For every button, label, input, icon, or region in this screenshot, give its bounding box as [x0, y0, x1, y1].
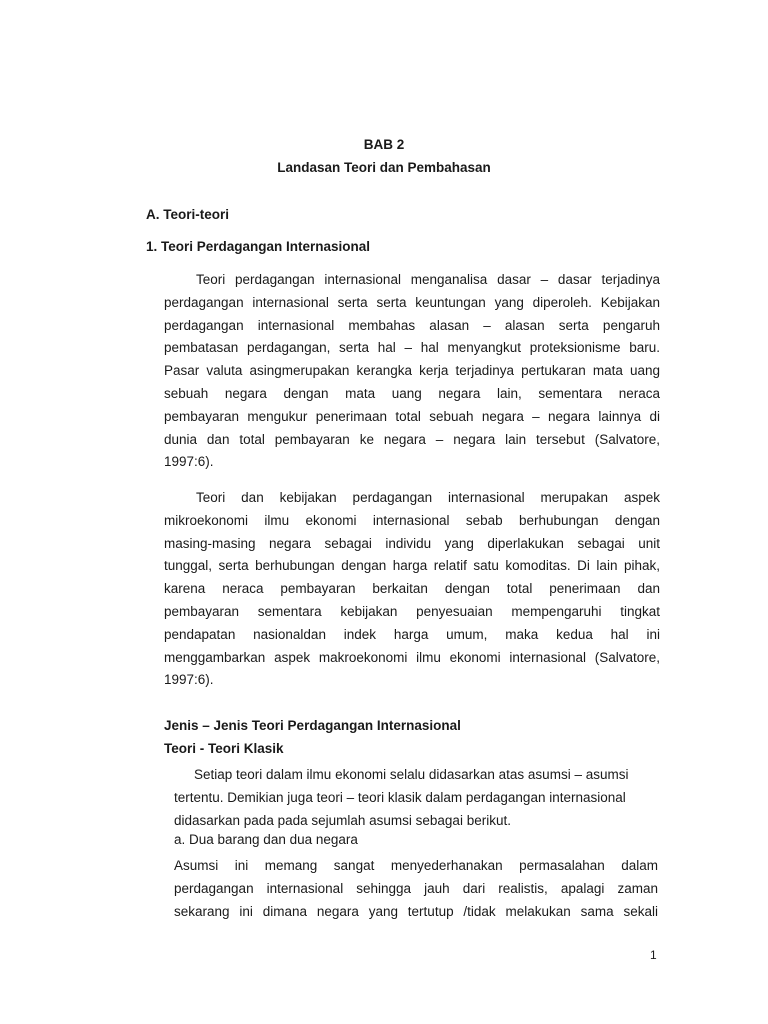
section-heading-a: A. Teori-teori	[146, 207, 230, 222]
paragraph-line: pembayaran mengukur penerimaan total sebuah negara – negara lainnya di	[164, 408, 660, 424]
paragraph-line: pendapatan nasionaldan indek harga umum, maka kedua hal ini	[164, 626, 660, 642]
paragraph-line: Pasar valuta asingmerupakan kerangka kerja terjadinya pertukaran mata uang	[164, 363, 660, 379]
paragraph-line: karena neraca pembayaran berkaitan dengan total penerimaan dan	[164, 581, 660, 597]
paragraph-line: Asumsi ini memang sangat menyederhanakan permasalahan dalam	[174, 858, 658, 873]
paragraph-line: Setiap teori dalam ilmu ekonomi selalu didasarkan atas asumsi – asumsi	[194, 767, 629, 782]
subsection-heading-1: 1. Teori Perdagangan Internasional	[146, 239, 371, 254]
heading-jenis: Jenis – Jenis Teori Perdagangan Internasional	[164, 718, 461, 733]
paragraph-line: Teori perdagangan internasional menganalisa dasar – dasar terjadinya	[196, 272, 660, 287]
paragraph-line: masing-masing negara sebagai individu yang diperlakukan sebagai unit	[164, 535, 660, 551]
paragraph-line: sekarang ini dimana negara yang tertutup /tidak melakukan sama sekali	[174, 903, 658, 919]
chapter-number: BAB 2	[363, 137, 405, 152]
paragraph-2	[164, 487, 660, 692]
paragraph-line: 1997:6).	[164, 672, 214, 688]
heading-teori-klasik: Teori - Teori Klasik	[164, 741, 284, 756]
paragraph-line: tertentu. Demikian juga teori – teori klasik dalam perdagangan internasional	[174, 789, 626, 805]
paragraph-3	[174, 764, 660, 832]
paragraph-line: perdagangan internasional membahas alasan – alasan serta pengaruh	[164, 317, 660, 333]
page-number: 1	[650, 948, 657, 962]
paragraph-line: pembatasan perdagangan, serta hal – hal menyangkut proteksionisme baru.	[164, 340, 660, 356]
paragraph-line: menggambarkan aspek makroekonomi ilmu ekonomi internasional (Salvatore,	[164, 649, 660, 665]
paragraph-line: didasarkan pada pada sejumlah asumsi sebagai berikut.	[174, 812, 511, 828]
paragraph-line: tunggal, serta berhubungan dengan harga relatif satu komoditas. Di lain pihak,	[164, 558, 660, 574]
paragraph-line: perdagangan internasional serta serta keuntungan yang diperoleh. Kebijakan	[164, 294, 660, 310]
paragraph-4	[174, 855, 658, 923]
chapter-title: Landasan Teori dan Pembahasan	[277, 160, 491, 175]
list-item-a: a. Dua barang dan dua negara	[174, 832, 358, 847]
paragraph-line: Teori dan kebijakan perdagangan internasional merupakan aspek	[196, 490, 660, 505]
paragraph-line: 1997:6).	[164, 454, 214, 470]
paragraph-line: sebuah negara dengan mata uang negara lain, sementara neraca	[164, 385, 660, 401]
paragraph-line: dunia dan total pembayaran ke negara – negara lain tersebut (Salvatore,	[164, 431, 660, 447]
paragraph-line: pembayaran sementara kebijakan penyesuaian mempengaruhi tingkat	[164, 603, 660, 619]
paragraph-line: mikroekonomi ilmu ekonomi internasional sebab berhubungan dengan	[164, 512, 660, 528]
paragraph-1	[164, 269, 660, 474]
paragraph-line: perdagangan internasional sehingga jauh dari realistis, apalagi zaman	[174, 880, 658, 896]
